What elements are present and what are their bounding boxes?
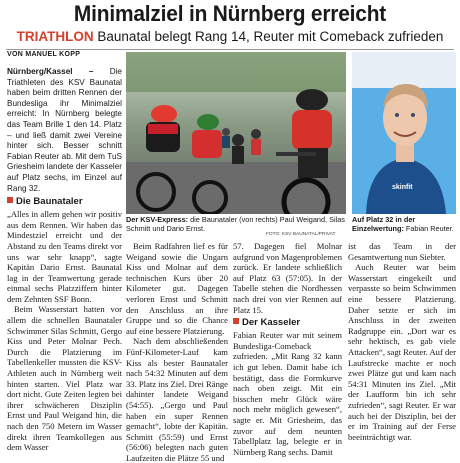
paragraph: „Alles in allem gehen wir positiv aus dem Rennen. Wir haben das Mindestziel erreicht und der Abstand zu den Teams direkt vor uns war sehr knapp“, sagte Kapitän Dario Ernst. Baunatal lag in der Teamwertung gerade einmal sechs Platzziffern hinter dem Zehnten SSF Bonn. xyxy=(7,209,122,304)
column-4 xyxy=(348,241,456,442)
kicker: TRIATHLON xyxy=(16,29,94,44)
paragraph: Nach dem abschließenden Fünf-Kilometer-Lauf kam Kiss als bester Baunataler nach 54:32 Minuten auf dem 33. Platz ins Ziel. Drei Ränge dahinter landete Weigand (54:55). „Gergo und Paul haben ein super Rennen gemacht“, lobte der Kapitän. Schmitt (55:59) und Ernst (56:06) belegten nach guten Laufzeiten die Plätze 55 und xyxy=(126,336,228,463)
portrait-caption-text: Fabian Reuter. xyxy=(405,224,454,234)
author-line: VON MANUEL KOPP xyxy=(7,51,81,58)
portrait-caption xyxy=(352,215,456,234)
paragraph: Fabian Reuter war mit seinem Bundesliga-Comeback zufrieden. „Mit Rang 32 kann ich gut leben. Damit habe ich bestätigt, dass die Formkurve nach oben zeigt. Mit ein bisschen mehr Glück wäre noch mehr möglich gewesen“, sagte er. Mit Griesheim, das zuvor auf dem neunten Tabellplatz lag, belegte er in Nürnberg Rang sechs. Damit xyxy=(233,330,342,457)
portrait-logo: skinfit xyxy=(392,184,413,191)
paragraph: Beim Radfahren lief es für Weigand sowie die Ungarn Kiss und Molnar auf dem technischen Kurs über 20 Kilometer gut. Dagegen verloren Ernst und Schmitt den Anschluss an ihre Gruppe und so die Chance auf eine bessere Platzierung. xyxy=(126,241,228,336)
main-caption-bold: Der KSV-Express: xyxy=(126,215,189,224)
intro-text: Die Triathleten des KSV Baunatal haben beim dritten Rennen der Bundesliga ihr Minimalziel erreicht: In Nürnberg belegte das Team Brille 1 den 14. Platz – und ließ damit zwei Vereine hinter sich. Besser schnitt Fabian Reuter ab. Mit dem TuS Griesheim landete der Kasseler auf Platz sechs, im Einzel auf Rang 32. xyxy=(7,67,122,193)
portrait-photo xyxy=(352,52,456,214)
main-caption xyxy=(126,215,346,234)
paragraph: ist das Team in der Gesamtwertung nun Siebter. xyxy=(348,241,456,262)
paragraph: 57. Dagegen fiel Molnar aufgrund von Magenproblemen zurück. Er landete schließlich auf Platz 63 (57:05). In der Tabelle stehen die Nordhessen nach drei von vier Rennen auf Platz 15. xyxy=(233,241,342,315)
intro-place: Nürnberg/Kassel – xyxy=(7,67,94,76)
section-heading-baunataler: Die Baunataler xyxy=(7,196,122,208)
column-3 xyxy=(233,241,342,457)
column-1 xyxy=(7,67,122,453)
cyclists-image xyxy=(126,52,346,214)
portrait-caption-bold: Auf Platz 32 in der Einzelwertung: xyxy=(352,215,416,234)
main-photo xyxy=(126,52,346,214)
subline-text: Baunatal belegt Rang 14, Reuter mit Comeback zufrieden xyxy=(97,29,444,44)
photo-credit: FOTO: KSV BAUNATAL/PRIVAT xyxy=(266,232,336,237)
paragraph: Beim Wasserstart hatten vor allem die schnellen Baunataler Schwimmer Silas Schmitt, Gergo Kiss und Peter Molnar Pech. Durch die Platzierung im Tabellenkeller mussten die KSV-Athleten auch in Nürnberg weit hinten starten. Viel Platz war dort nicht. Gute Zeiten legten bei ihrer schwächeren Disziplin Ernst und Paul Weigand hin, die nach den 750 Metern im Wasser direkt ihren Teamkollegen aus dem Wasser xyxy=(7,304,122,453)
intro-paragraph xyxy=(7,67,122,194)
divider xyxy=(6,49,454,50)
paragraph: Auch Reuter war beim Wasserstart eingekeilt und verpasste so beim Schwimmen eine bessere Platzierung. Daher setzte er sich im Anschluss in der zweiten Radgruppe ein. „Dort war es sehr hektisch, es gab viele Attacken“, sagt Reuter. Auf der Laufstrecke machte er noch zwei Plätze gut und kam nach 54:31 Minuten ins Ziel. „Mit der Laufform bin ich sehr zufrieden“, sagt Reuter. Er war auch bei der Disziplin, bei der er im Training auf der Ferse beeinträchtigt war. xyxy=(348,262,456,442)
subline xyxy=(0,28,460,45)
section-heading-kasseler: Der Kasseler xyxy=(233,317,342,329)
headline: Minimalziel in Nürnberg erreicht xyxy=(73,1,387,26)
column-2 xyxy=(126,241,228,463)
main-caption-text: die Baunataler (von rechts) Paul Weigand, Silas Schmitt und Dario Ernst. xyxy=(126,215,345,234)
